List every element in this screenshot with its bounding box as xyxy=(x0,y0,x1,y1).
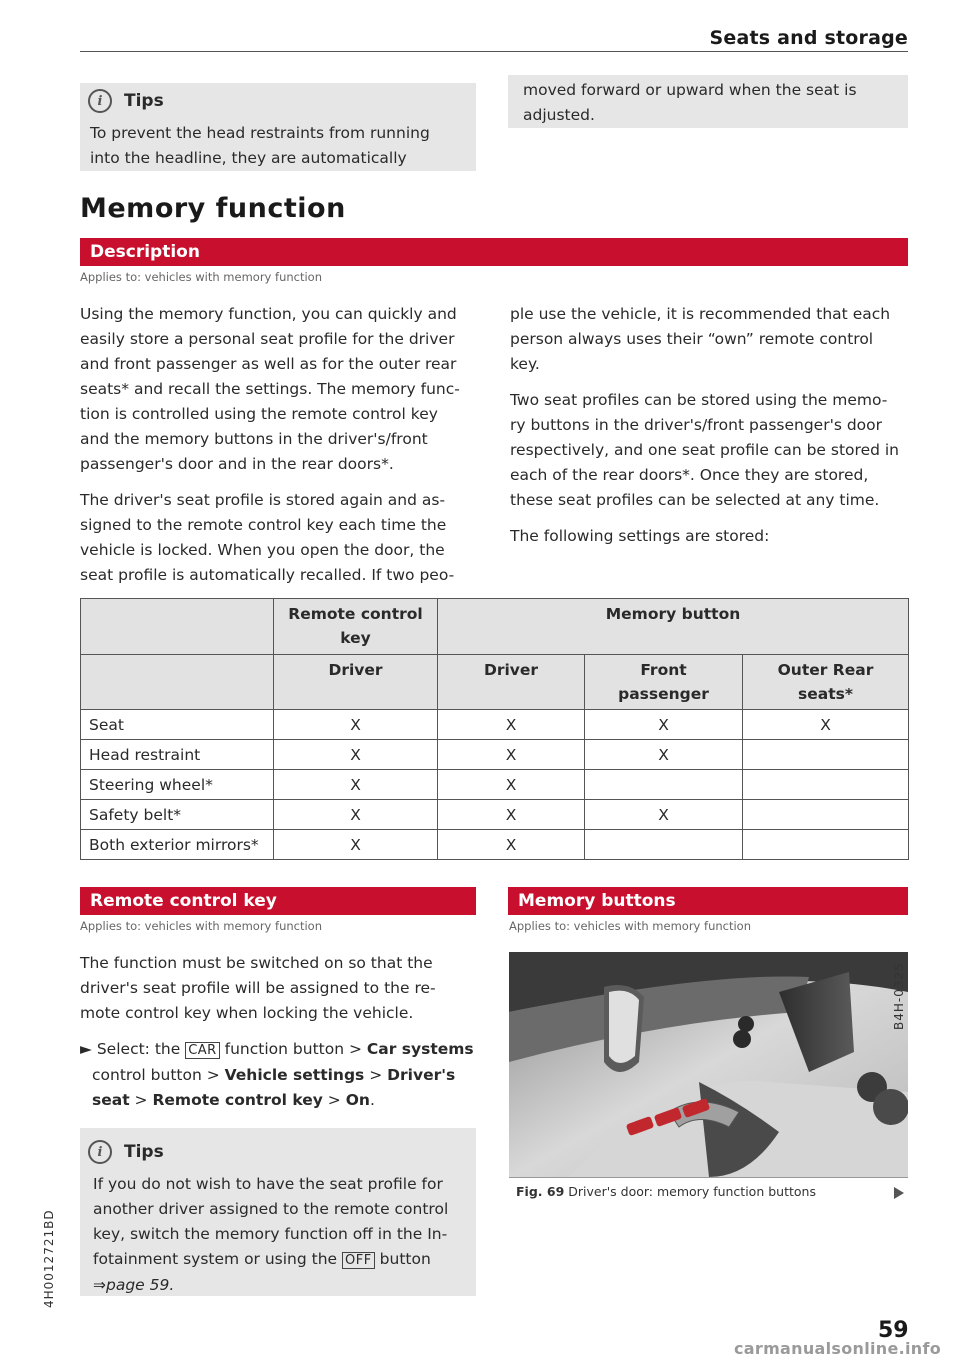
door-illustration xyxy=(509,952,908,1177)
applies-to: Applies to: vehicles with memory function xyxy=(80,919,322,933)
figure-text: Driver's door: memory function buttons xyxy=(568,1184,816,1199)
para-line: driver's seat profile will be assigned to the re- xyxy=(80,979,436,997)
separator: > xyxy=(369,1066,383,1084)
row-label: Steering wheel* xyxy=(81,770,274,800)
applies-to: Applies to: vehicles with memory function xyxy=(80,270,322,284)
instruction-line xyxy=(80,1088,480,1113)
tips-line: another driver assigned to the remote control xyxy=(93,1200,449,1218)
col-memory-driver: Driver xyxy=(438,655,585,710)
info-icon: i xyxy=(88,89,112,113)
cell xyxy=(585,830,743,860)
separator: > xyxy=(134,1091,148,1109)
para-line: person always uses their “own” remote control xyxy=(510,330,874,348)
table-corner xyxy=(81,655,274,710)
remote-control-key: Remote control key xyxy=(152,1091,323,1109)
remote-text xyxy=(80,951,480,1113)
tips-heading-top xyxy=(88,89,164,113)
table-group-memory: Memory button xyxy=(438,599,909,655)
para-line: seats* and recall the settings. The memory func- xyxy=(80,380,460,398)
cell xyxy=(743,770,909,800)
col-outer-rear: Outer Rear seats* xyxy=(743,655,909,710)
page-title: Memory function xyxy=(80,193,346,224)
cell: X xyxy=(274,740,438,770)
cell: X xyxy=(743,710,909,740)
tips-text-bottom xyxy=(93,1172,473,1298)
info-icon: i xyxy=(88,1140,112,1164)
table-group-remote: Remote control key xyxy=(274,599,438,655)
cell xyxy=(585,770,743,800)
cell: X xyxy=(585,740,743,770)
row-label: Safety belt* xyxy=(81,800,274,830)
para-line: Using the memory function, you can quickly and xyxy=(80,305,457,323)
stored-settings-table xyxy=(80,598,909,860)
car-key: CAR xyxy=(185,1042,220,1059)
table-row xyxy=(81,800,909,830)
table-row xyxy=(81,710,909,740)
cell: X xyxy=(438,830,585,860)
cell xyxy=(743,740,909,770)
tips-line xyxy=(93,1247,473,1273)
para-line: signed to the remote control key each time the xyxy=(80,516,447,534)
drivers: Driver's xyxy=(387,1066,456,1084)
para-line: and the memory buttons in the driver's/front xyxy=(80,430,428,448)
text: fotainment system or using the xyxy=(93,1250,338,1268)
cell xyxy=(743,830,909,860)
para-line: each of the rear doors*. Once they are stored, xyxy=(510,466,869,484)
image-code: B4H-0325 xyxy=(892,962,906,1030)
page-reference[interactable]: ⇒page 59. xyxy=(93,1276,175,1294)
row-label: Head restraint xyxy=(81,740,274,770)
para-line: The following settings are stored: xyxy=(510,527,770,545)
tips-line: adjusted. xyxy=(523,106,595,124)
para-line: ry buttons in the driver's/front passenger's door xyxy=(510,416,883,434)
para-line: passenger's door and in the rear doors*. xyxy=(80,455,394,473)
document-code: 4H0012721BD xyxy=(42,1209,56,1308)
on: On xyxy=(345,1091,370,1109)
table-corner xyxy=(81,599,274,655)
continue-arrow-icon xyxy=(894,1187,904,1199)
para-line: respectively, and one seat profile can be stored in xyxy=(510,441,899,459)
para-line: seat profile is automatically recalled. If two peo- xyxy=(80,566,455,584)
separator: > xyxy=(327,1091,341,1109)
description-right xyxy=(510,302,910,549)
para-line: these seat profiles can be selected at any time. xyxy=(510,491,880,509)
para-line: ple use the vehicle, it is recommended that each xyxy=(510,305,891,323)
instruction-line xyxy=(80,1037,480,1063)
cell: X xyxy=(585,710,743,740)
tips-line: To prevent the head restraints from running xyxy=(90,124,430,142)
para-line: tion is controlled using the remote control key xyxy=(80,405,438,423)
para-line: The function must be switched on so that the xyxy=(80,954,433,972)
section-header: Seats and storage xyxy=(709,27,908,49)
cell: X xyxy=(274,770,438,800)
seat: seat xyxy=(92,1091,130,1109)
figure-label: Fig. 69 xyxy=(516,1184,565,1199)
cell: X xyxy=(274,800,438,830)
tips-label: Tips xyxy=(124,91,164,111)
col-remote-driver: Driver xyxy=(274,655,438,710)
car-systems: Car systems xyxy=(366,1040,474,1058)
description-bar: Description xyxy=(80,238,908,266)
table-row xyxy=(81,740,909,770)
instruction-line xyxy=(80,1063,480,1088)
para-line: vehicle is locked. When you open the door, the xyxy=(80,541,445,559)
figure-caption xyxy=(516,1184,816,1199)
text: function button > xyxy=(224,1040,362,1058)
para-line: key. xyxy=(510,355,540,373)
tips-heading-bottom xyxy=(88,1140,164,1164)
cell: X xyxy=(274,830,438,860)
para-line: and front passenger as well as for the outer rear xyxy=(80,355,457,373)
description-left xyxy=(80,302,480,588)
remote-control-key-bar: Remote control key xyxy=(80,887,476,915)
tips-label: Tips xyxy=(124,1142,164,1162)
memory-buttons-bar: Memory buttons xyxy=(508,887,908,915)
para-line: The driver's seat profile is stored again and as- xyxy=(80,491,446,509)
table-row xyxy=(81,830,909,860)
tips-line: moved forward or upward when the seat is xyxy=(523,81,857,99)
header-rule xyxy=(80,51,908,52)
tips-line: into the headline, they are automatically xyxy=(90,149,407,167)
figure-rule xyxy=(509,1177,908,1178)
tips-line: key, switch the memory function off in the In- xyxy=(93,1225,448,1243)
cell xyxy=(743,800,909,830)
off-key: OFF xyxy=(342,1252,375,1269)
text: button xyxy=(379,1250,431,1268)
figure-door-memory-buttons xyxy=(509,952,908,1177)
cell: X xyxy=(438,740,585,770)
vehicle-settings: Vehicle settings xyxy=(224,1066,365,1084)
row-label: Seat xyxy=(81,710,274,740)
row-label: Both exterior mirrors* xyxy=(81,830,274,860)
para-line: easily store a personal seat profile for the driver xyxy=(80,330,455,348)
cell: X xyxy=(438,710,585,740)
para-line: Two seat profiles can be stored using the memo- xyxy=(510,391,888,409)
tips-line: If you do not wish to have the seat profile for xyxy=(93,1175,443,1193)
table-row xyxy=(81,770,909,800)
page-number: 59 xyxy=(878,1318,909,1343)
cell: X xyxy=(438,770,585,800)
cell: X xyxy=(585,800,743,830)
col-front-passenger: Front passenger xyxy=(585,655,743,710)
text: control button > xyxy=(92,1066,220,1084)
select-prefix: ► Select: the xyxy=(80,1040,181,1058)
applies-to: Applies to: vehicles with memory function xyxy=(509,919,751,933)
watermark: carmanualsonline.info xyxy=(734,1339,942,1358)
para-line: mote control key when locking the vehicle. xyxy=(80,1004,414,1022)
cell: X xyxy=(274,710,438,740)
period: . xyxy=(369,1091,375,1109)
cell: X xyxy=(438,800,585,830)
